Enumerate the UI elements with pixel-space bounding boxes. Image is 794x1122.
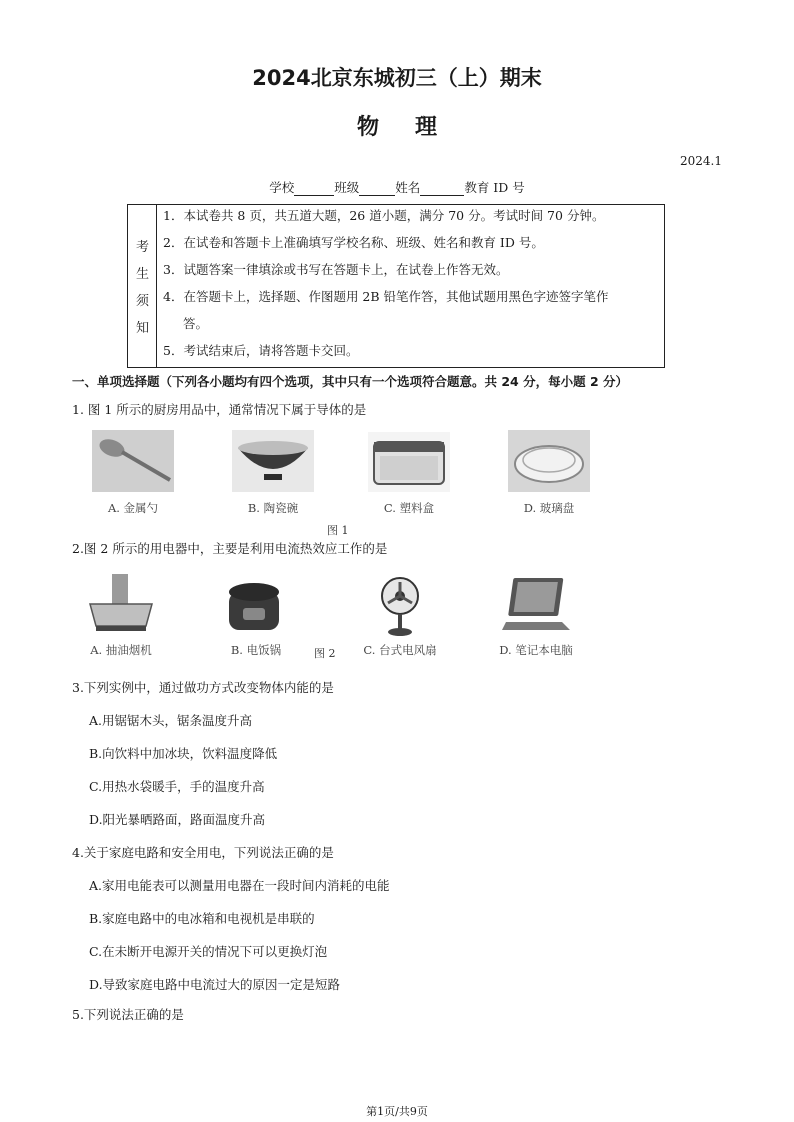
q3-option-a: A.用锯锯木头，锯条温度升高 <box>89 713 253 728</box>
notice-item: 3．试题答案一律填涂或书写在答题卡上，在试卷上作答无效。 <box>163 262 509 277</box>
range-hood-image <box>86 574 156 638</box>
notice-item: 答。 <box>183 316 209 331</box>
q1-option-c: C. 塑料盒 <box>383 501 435 515</box>
notice-side-char: 生 <box>135 267 149 282</box>
plastic-box-image <box>368 432 450 492</box>
name-blank[interactable] <box>420 182 464 196</box>
q3-option-d: D.阳光暴晒路面，路面温度升高 <box>89 812 266 827</box>
q1-option-b: B. 陶瓷碗 <box>247 501 299 515</box>
school-blank[interactable] <box>294 182 334 196</box>
rice-cooker-image <box>225 578 283 636</box>
notice-item: 4．在答题卡上，选择题、作图题用 2B 铅笔作答，其他试题用黑色字迹签字笔作 <box>163 289 609 304</box>
q4-option-d: D.导致家庭电路中电流过大的原因一定是短路 <box>89 977 341 992</box>
notice-item: 1．本试卷共 8 页，共五道大题，26 道小题，满分 70 分。考试时间 70 分钟。 <box>163 208 605 223</box>
id-label: 教育 ID 号 <box>464 180 525 195</box>
figure-2-caption: 图 2 <box>314 647 336 660</box>
figure-1-caption: 图 1 <box>327 524 349 537</box>
metal-spoon-image <box>92 430 174 492</box>
notice-side-char: 须 <box>135 294 149 309</box>
question-4-stem: 4.关于家庭电路和安全用电，下列说法正确的是 <box>72 845 334 860</box>
desk-fan-image <box>378 576 422 638</box>
q4-option-c: C.在未断开电源开关的情况下可以更换灯泡 <box>89 944 328 959</box>
q3-option-c: C.用热水袋暖手，手的温度升高 <box>89 779 265 794</box>
page-number-footer: 第1页/共9页 <box>366 1105 428 1118</box>
q2-option-b: B. 电饭锅 <box>230 643 282 657</box>
notice-side-char: 考 <box>135 240 149 255</box>
page-title: 2024北京东城初三（上）期末 <box>252 66 542 90</box>
q3-option-b: B.向饮料中加冰块，饮料温度降低 <box>89 746 278 761</box>
ceramic-bowl-image <box>232 430 314 492</box>
question-5-stem: 5.下列说法正确的是 <box>72 1007 184 1022</box>
question-2-stem: 2.图 2 所示的用电器中，主要是利用电流热效应工作的是 <box>72 541 388 556</box>
subject-title: 物理 <box>356 115 473 140</box>
notice-side-heading <box>128 205 157 367</box>
laptop-image <box>500 574 572 636</box>
q4-option-a: A.家用电能表可以测量用电器在一段时间内消耗的电能 <box>89 878 390 893</box>
question-3-stem: 3.下列实例中，通过做功方式改变物体内能的是 <box>72 680 334 695</box>
q2-option-a: A. 抽油烟机 <box>90 643 152 657</box>
school-label: 学校 <box>269 180 295 195</box>
q2-option-d: D. 笔记本电脑 <box>499 643 573 657</box>
notice-side-char: 知 <box>135 321 149 336</box>
q1-option-d: D. 玻璃盘 <box>523 501 575 515</box>
exam-notice-box <box>127 204 665 368</box>
question-1-stem: 1. 图 1 所示的厨房用品中，通常情况下属于导体的是 <box>72 402 367 417</box>
q2-option-c: C. 台式电风扇 <box>363 643 437 657</box>
notice-item: 5．考试结束后，请将答题卡交回。 <box>163 343 359 358</box>
class-label: 班级 <box>334 180 360 195</box>
notice-item: 2．在试卷和答题卡上准确填写学校名称、班级、姓名和教育 ID 号。 <box>163 235 544 250</box>
section-heading: 一、单项选择题（下列各小题均有四个选项，其中只有一个选项符合题意。共 24 分，每小题 2 分） <box>72 374 629 389</box>
name-label: 姓名 <box>395 180 421 195</box>
q1-option-a: A. 金属勺 <box>107 501 159 515</box>
glass-plate-image <box>508 430 590 492</box>
student-info-line <box>0 178 794 196</box>
q4-option-b: B.家庭电路中的电冰箱和电视机是串联的 <box>89 911 315 926</box>
class-blank[interactable] <box>359 182 395 196</box>
exam-date: 2024.1 <box>680 154 722 168</box>
